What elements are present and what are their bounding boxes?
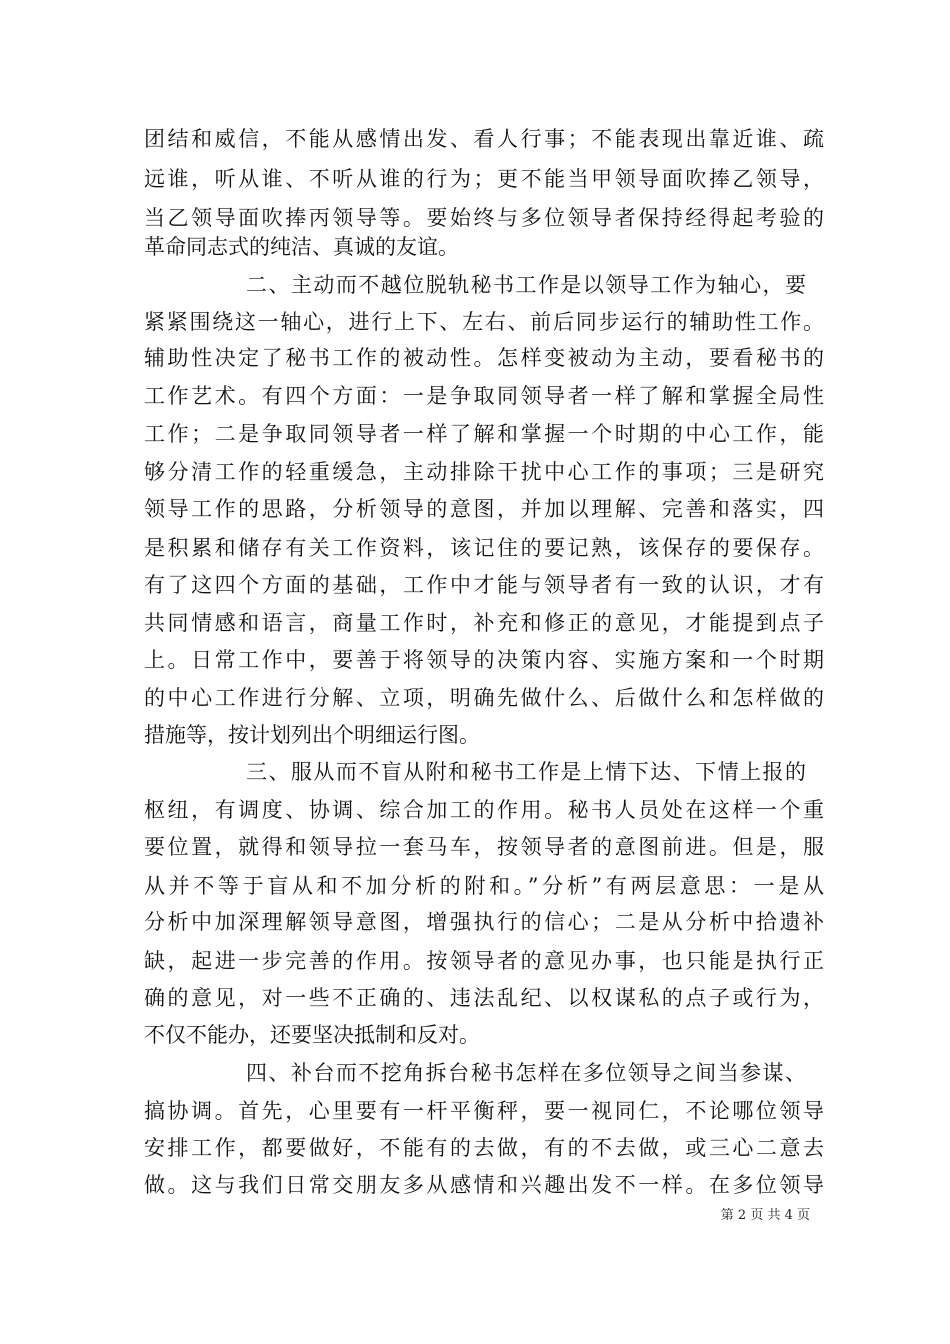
text-line: 革命同志式的纯洁、真诚的友谊。 xyxy=(144,235,459,259)
text-line: 分析中加深理解领导意图，增强执行的信心；二是从分析中拾遗补 xyxy=(144,910,824,934)
text-line: 紧紧围绕这一轴心，进行上下、左右、前后同步运行的辅助性工作。 xyxy=(144,310,824,334)
text-line: 搞协调。首先，心里要有一杆平衡秤，要一视同仁，不论哪位领导 xyxy=(144,1099,824,1123)
text-line: 确的意见，对一些不正确的、违法乱纪、以权谋私的点子或行为， xyxy=(144,986,824,1010)
text-line: 辅助性决定了秘书工作的被动性。怎样变被动为主动，要看秘书的 xyxy=(144,346,824,370)
text-line: 有了这四个方面的基础，工作中才能与领导者有一致的认识，才有 xyxy=(144,573,824,597)
text-line: 枢纽，有调度、协调、综合加工的作用。秘书人员处在这样一个重 xyxy=(144,798,824,822)
text-line: 从并不等于盲从和不加分析的附和。”分析”有两层意思：一是从 xyxy=(144,874,824,898)
text-line: 措施等，按计划列出个明细运行图。 xyxy=(144,723,480,747)
text-line: 当乙领导面吹捧丙领导等。要始终与多位领导者保持经得起考验的 xyxy=(144,206,824,230)
text-line: 缺，起进一步完善的作用。按领导者的意见办事，也只能是执行正 xyxy=(144,949,824,973)
text-line: 远谁，听从谁、不听从谁的行为；更不能当甲领导面吹捧乙领导， xyxy=(144,167,824,191)
text-line: 不仅不能办，还要坚决抵制和反对。 xyxy=(144,1023,480,1047)
text-line: 的中心工作进行分解、立项，明确先做什么、后做什么和怎样做的 xyxy=(144,686,824,710)
text-line: 上。日常工作中，要善于将领导的决策内容、实施方案和一个时期 xyxy=(144,648,824,672)
text-line: 工作；二是争取同领导者一样了解和掌握一个时期的中心工作，能 xyxy=(144,422,824,446)
text-line: 是积累和储存有关工作资料，该记住的要记熟，该保存的要保存。 xyxy=(144,536,824,560)
text-line: 做。这与我们日常交朋友多从感情和兴趣出发不一样。在多位领导 xyxy=(144,1173,824,1197)
paragraph-heading-line: 二、主动而不越位脱轨秘书工作是以领导工作为轴心，要 xyxy=(246,273,806,297)
paragraph-heading-line: 三、服从而不盲从附和秘书工作是上情下达、下情上报的 xyxy=(246,760,806,784)
paragraph-heading-line: 四、补台而不挖角拆台秘书怎样在多位领导之间当参谋、 xyxy=(246,1061,806,1085)
text-line: 工作艺术。有四个方面：一是争取同领导者一样了解和掌握全局性 xyxy=(144,384,824,408)
text-line: 领导工作的思路，分析领导的意图，并加以理解、完善和落实，四 xyxy=(144,497,824,521)
text-line: 够分清工作的轻重缓急，主动排除干扰中心工作的事项；三是研究 xyxy=(144,460,824,484)
page-number: 第 2 页 共 4 页 xyxy=(720,1208,810,1223)
text-line: 团结和威信，不能从感情出发、看人行事；不能表现出靠近谁、疏 xyxy=(144,127,824,151)
text-line: 共同情感和语言，商量工作时，补充和修正的意见，才能提到点子 xyxy=(144,611,824,635)
text-line: 要位置，就得和领导拉一套马车，按领导者的意图前进。但是，服 xyxy=(144,835,824,859)
text-line: 安排工作，都要做好，不能有的去做，有的不去做，或三心二意去 xyxy=(144,1136,824,1160)
